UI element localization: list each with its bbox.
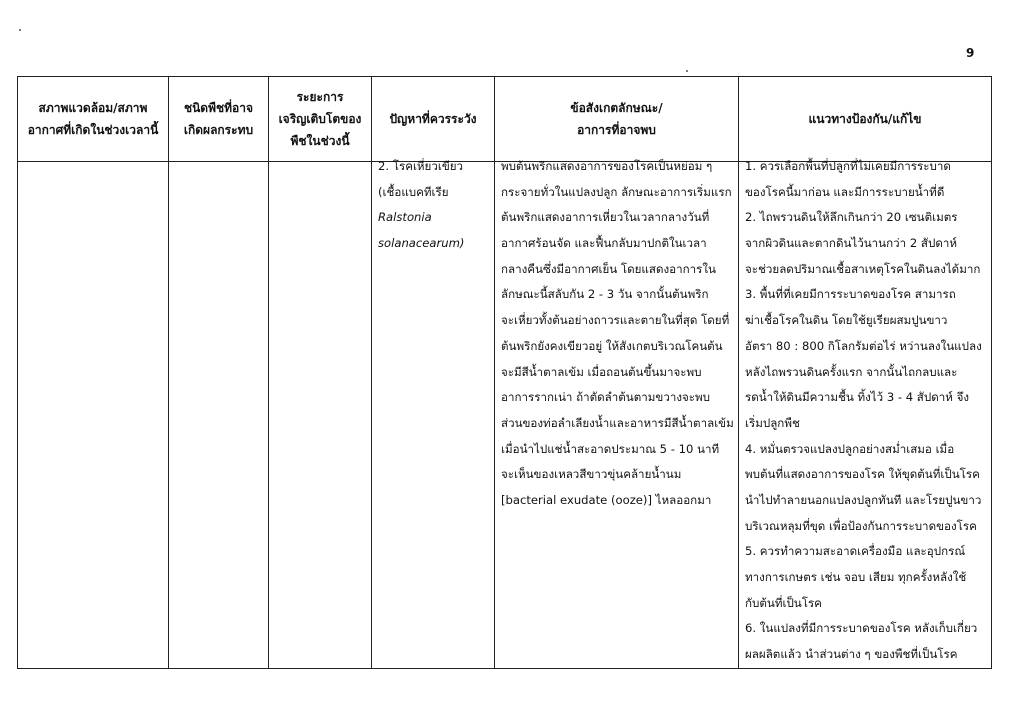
- disease-table: [17, 76, 992, 669]
- prevention-line: ทางการเกษตร เช่น จอบ เสียม ทุกครั้งหลังใช้: [745, 570, 967, 584]
- symptom-line: จะมีสีน้ำตาลเข้ม เมื่อถอนต้นขึ้นมาจะพบ: [501, 364, 702, 379]
- symptom-line: ลักษณะนี้สลับกัน 2 - 3 วัน จากนั้นต้นพริก: [501, 287, 709, 302]
- header-problem: ปัญหาที่ควรระวัง: [372, 77, 495, 162]
- prevention-line: เริ่มปลูกพืช: [745, 415, 800, 430]
- problem-line-genus: Ralstonia: [378, 210, 432, 225]
- prevention-line: 4. หมั่นตรวจแปลงปลูกอย่างสม่ำเสมอ เมื่อ: [745, 441, 955, 456]
- table-row: [18, 162, 992, 669]
- prevention-line: รดน้ำให้ดินมีความชื้น ทิ้งไว้ 3 - 4 สัปดาห์ จึง: [745, 390, 970, 405]
- prevention-line: ของโรคนี้มาก่อน และมีการระบายน้ำที่ดี: [745, 184, 945, 199]
- header-prevention: แนวทางป้องกัน/แก้ไข: [739, 77, 992, 162]
- prevention-line: กับต้นที่เป็นโรค: [745, 595, 822, 610]
- symptom-line: ต้นพริกแสดงอาการเหี่ยวในเวลากลางวันที่: [501, 210, 710, 225]
- symptom-line: จะเห็นของเหลวสีขาวขุ่นคล้ายน้ำนม: [501, 467, 682, 482]
- header-symptoms: ข้อสังเกตลักษณะ/ อาการที่อาจพบ: [495, 77, 739, 162]
- page-number: 9: [966, 46, 975, 60]
- cell-environment: [18, 162, 169, 669]
- prevention-line: 1. ควรเลือกพื้นที่ปลูกที่ไม่เคยมีการระบาด: [745, 159, 951, 173]
- symptom-line: กลางคืนซึ่งมีอากาศเย็น โดยแสดงอาการใน: [501, 261, 716, 276]
- scan-speck: [19, 29, 21, 31]
- cell-symptoms: [495, 159, 739, 669]
- prevention-line: 2. ไถพรวนดินให้ลึกเกินกว่า 20 เซนติเมตร: [745, 210, 958, 225]
- prevention-line: ผลผลิตแล้ว นำส่วนต่าง ๆ ของพืชที่เป็นโรค: [745, 647, 958, 662]
- symptom-line: จะเหี่ยวทั้งต้นอย่างถาวรและตายในที่สุด โดยที่: [501, 313, 730, 328]
- symptom-line: เมื่อนำไปแช่น้ำสะอาดประมาณ 5 - 10 นาที: [501, 441, 720, 456]
- prevention-line: พบต้นที่แสดงอาการของโรค ให้ขุดต้นที่เป็นโรค: [745, 467, 980, 482]
- prevention-line: หลังไถพรวนดินครั้งแรก จากนั้นไถกลบและ: [745, 364, 958, 379]
- problem-line-species: solanacearum): [378, 236, 465, 251]
- prevention-line: 6. ในแปลงที่มีการระบาดของโรค หลังเก็บเกี่ยว: [745, 621, 978, 636]
- header-row: [18, 77, 992, 162]
- prevention-line: ฆ่าเชื้อโรคในดิน โดยใช้ยูเรียผสมปูนขาว: [745, 313, 948, 328]
- prevention-line: บริเวณหลุมที่ขุด เพื่อป้องกันการระบาดของโรค: [745, 518, 977, 533]
- prevention-line: 5. ควรทำความสะอาดเครื่องมือ และอุปกรณ์: [745, 544, 966, 559]
- symptom-line: อากาศร้อนจัด และฟื้นกลับมาปกติในเวลา: [501, 236, 707, 251]
- symptom-line: อาการรากเน่า ถ้าตัดลำต้นตามขวางจะพบ: [501, 390, 711, 405]
- prevention-line: 3. พื้นที่ที่เคยมีการระบาดของโรค สามารถ: [745, 287, 956, 302]
- symptom-line: [bacterial exudate (ooze)] ไหลออกมา: [501, 492, 712, 507]
- cell-problem: [372, 159, 495, 669]
- prevention-line: นำไปทำลายนอกแปลงปลูกทันที และโรยปูนขาว: [745, 492, 982, 507]
- cell-prevention: [739, 159, 992, 669]
- cell-growth-stage: [269, 162, 372, 669]
- header-environment: สภาพแวดล้อม/สภาพ อากาศที่เกิดในช่วงเวลานี้: [18, 77, 169, 162]
- prevention-line: อัตรา 80 : 800 กิโลกรัมต่อไร่ หว่านลงในแปลง: [745, 338, 982, 353]
- prevention-line: จากผิวดินและตากดินไว้นานกว่า 2 สัปดาห์: [745, 236, 958, 251]
- prevention-line: จะช่วยลดปริมาณเชื้อสาเหตุโรคในดินลงได้มาก: [745, 261, 981, 276]
- symptom-line: กระจายทั่วในแปลงปลูก ลักษณะอาการเริ่มแรก: [501, 184, 732, 199]
- header-affected-crop: ชนิดพืชที่อาจ เกิดผลกระทบ: [169, 77, 269, 162]
- problem-line: 2. โรคเหี่ยวเขียว: [378, 159, 464, 173]
- symptom-line: ส่วนของท่อลำเลียงน้ำและอาหารมีสีน้ำตาลเข้ม: [501, 415, 734, 430]
- problem-line: (เชื้อแบคทีเรีย: [378, 184, 449, 199]
- cell-affected-crop: [169, 162, 269, 669]
- scan-speck: [686, 70, 688, 72]
- symptom-line: พบต้นพริกแสดงอาการของโรคเป็นหย่อม ๆ: [501, 159, 713, 173]
- symptom-line: ต้นพริกยังคงเขียวอยู่ ให้สังเกตบริเวณโคนต้น: [501, 338, 723, 353]
- header-growth-stage: ระยะการ เจริญเติบโตของ พืชในช่วงนี้: [269, 77, 372, 162]
